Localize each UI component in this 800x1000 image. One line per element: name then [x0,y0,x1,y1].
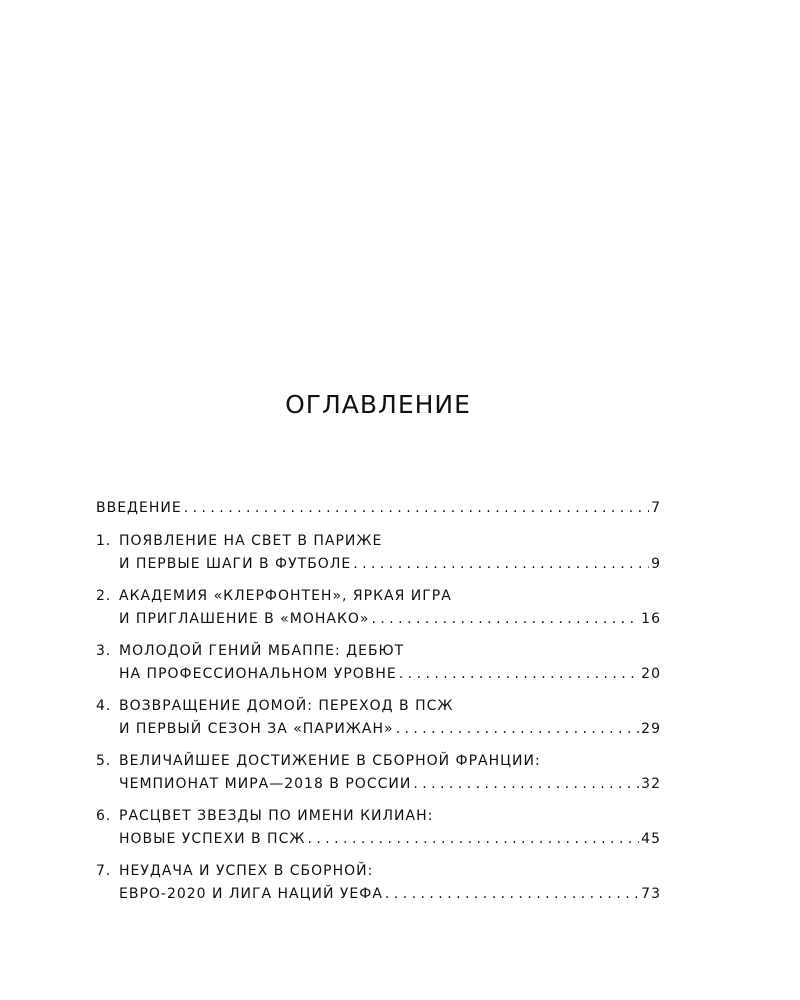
dot-leader [307,828,639,851]
toc-entry-chapter-2 [96,585,661,631]
dot-leader [371,608,639,631]
toc-entry-title: РАСЦВЕТ ЗВЕЗДЫ ПО ИМЕНИ КИЛИАН: [119,808,434,824]
toc-line [96,585,661,608]
page-title: ОГЛАВЛЕНИЕ [285,390,471,419]
toc-line [96,718,661,741]
toc-line [96,883,661,906]
toc-line [96,663,661,686]
dot-leader [413,773,639,796]
toc-line [96,860,661,883]
toc-entry-title: ВЕЛИЧАЙШЕЕ ДОСТИЖЕНИЕ В СБОРНОЙ ФРАНЦИИ: [119,753,541,769]
toc-entry-title-continued: И ПРИГЛАШЕНИЕ В «МОНАКО» [119,611,370,627]
toc-entry-title-continued: НОВЫЕ УСПЕХИ В ПСЖ [119,831,306,847]
toc-entry-title: НЕУДАЧА И УСПЕХ В СБОРНОЙ: [119,863,374,879]
toc-entry-title-continued: ЧЕМПИОНАТ МИРА—2018 В РОССИИ [119,776,412,792]
toc-entry-title-continued: ЕВРО-2020 И ЛИГА НАЦИЙ УЕФА [119,886,383,902]
chapter-number: 7. [96,863,112,879]
toc-entry-title: ВОЗВРАЩЕНИЕ ДОМОЙ: ПЕРЕХОД В ПСЖ [119,698,454,714]
toc-page-number: 7 [651,500,661,516]
dot-leader [353,553,649,576]
chapter-number: 4. [96,698,112,714]
toc-entry-chapter-3 [96,640,661,686]
chapter-number: 6. [96,808,112,824]
toc-entry-title-continued: И ПЕРВЫЕ ШАГИ В ФУТБОЛЕ [119,556,352,572]
dot-leader [184,497,649,520]
toc-line [96,805,661,828]
toc-line [96,773,661,796]
toc-page-number: 32 [641,776,661,792]
toc-page-number: 20 [641,666,661,682]
chapter-number: 5. [96,753,112,769]
toc-entry-chapter-5 [96,750,661,796]
toc-line [96,553,661,576]
toc-page-number: 9 [651,556,661,572]
toc-entry-chapter-1 [96,530,661,576]
toc-entry-chapter-7 [96,860,661,906]
toc-entry-introduction [96,497,661,520]
dot-leader [396,718,640,741]
chapter-number: 2. [96,588,112,604]
toc-entry-title: ВВЕДЕНИЕ [96,500,182,516]
toc-entry-title: АКАДЕМИЯ «КЛЕРФОНТЕН», ЯРКАЯ ИГРА [119,588,452,604]
toc-page-number: 45 [641,831,661,847]
toc-line [96,530,661,553]
toc-entry-chapter-4 [96,695,661,741]
toc-line [96,828,661,851]
toc-entry-title-continued: НА ПРОФЕССИОНАЛЬНОМ УРОВНЕ [119,666,397,682]
chapter-number: 3. [96,643,112,659]
toc-line [96,640,661,663]
toc-line [96,497,661,520]
toc-entry-title: ПОЯВЛЕНИЕ НА СВЕТ В ПАРИЖЕ [119,533,383,549]
toc-line [96,750,661,773]
dot-leader [385,883,639,906]
table-of-contents [96,497,661,915]
chapter-number: 1. [96,533,112,549]
toc-line [96,608,661,631]
toc-page-number: 16 [641,611,661,627]
toc-line [96,695,661,718]
toc-entry-title-continued: И ПЕРВЫЙ СЕЗОН ЗА «ПАРИЖАН» [119,721,394,737]
toc-page-number: 73 [641,886,661,902]
toc-entry-chapter-6 [96,805,661,851]
dot-leader [399,663,639,686]
toc-entry-title: МОЛОДОЙ ГЕНИЙ МБАППЕ: ДЕБЮТ [119,643,405,659]
toc-page-number: 29 [641,721,661,737]
